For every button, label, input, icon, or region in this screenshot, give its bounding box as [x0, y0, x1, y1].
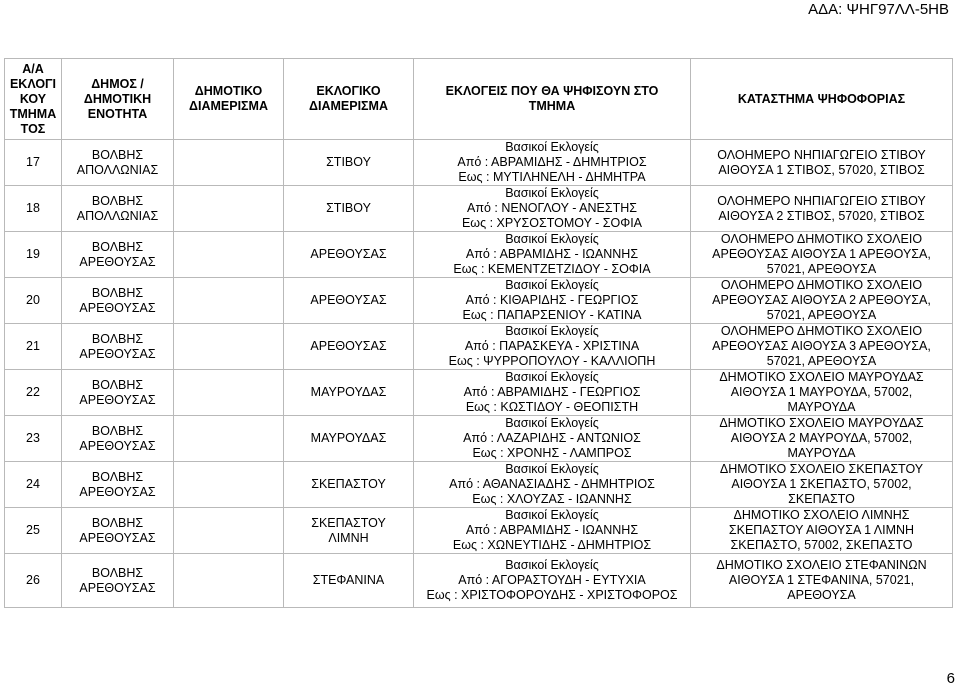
header-eklogiko-line: ΕΚΛΟΓΙΚΟ — [316, 84, 381, 98]
header-ekloges-line: ΕΚΛΟΓΕΙΣ ΠΟΥ ΘΑ ΨΗΦΙΣΟΥΝ ΣΤΟ — [445, 84, 659, 98]
cell-dimos — [62, 140, 174, 186]
cell-ekloges-line: Εως : ΧΩΝΕΥΤΙΔΗΣ - ΔΗΜΗΤΡΙΟΣ — [452, 538, 652, 552]
cell-katastima-line: ΑΙΘΟΥΣΑ 1 ΣΚΕΠΑΣΤΟ, 57002, — [731, 477, 912, 491]
cell-eklogiko — [284, 278, 414, 324]
header-aa-line: Α/Α — [22, 61, 44, 76]
cell-katastima — [691, 140, 953, 186]
cell-eklogiko-line: ΜΑΥΡΟΥΔΑΣ — [310, 431, 387, 445]
cell-katastima-line: ΑΡΕΘΟΥΣΑΣ ΑΙΘΟΥΣΑ 1 ΑΡΕΘΟΥΣΑ, — [712, 247, 931, 261]
cell-ekloges-line: Εως : ΠΑΠΑΡΣΕΝΙΟΥ - ΚΑΤΙΝΑ — [462, 308, 642, 322]
cell-dimos-line: ΑΠΟΛΛΩΝΙΑΣ — [76, 162, 159, 177]
cell-katastima-line: ΟΛΟΗΜΕΡΟ ΔΗΜΟΤΙΚΟ ΣΧΟΛΕΙΟ — [720, 232, 923, 246]
cell-number — [5, 324, 62, 370]
cell-dimos-line: ΒΟΛΒΗΣ — [91, 377, 144, 392]
cell-ekloges-line: Εως : ΧΛΟΥΖΑΣ - ΙΩΑΝΝΗΣ — [472, 492, 632, 506]
cell-dimos — [62, 416, 174, 462]
header-aa-line: ΤΜΗΜΑ — [9, 106, 57, 121]
cell-ekloges-line: Βασικοί Εκλογείς — [505, 140, 599, 154]
cell-katastima-line: ΔΗΜΟΤΙΚΟ ΣΧΟΛΕΙΟ ΣΚΕΠΑΣΤΟΥ — [719, 462, 924, 476]
cell-dimos — [62, 508, 174, 554]
cell-ekloges-line: Από : ΛΑΖΑΡΙΔΗΣ - ΑΝΤΩΝΙΟΣ — [463, 431, 641, 445]
cell-katastima — [691, 186, 953, 232]
cell-number — [5, 278, 62, 324]
cell-ekloges-line: Εως : ΨΥΡΡΟΠΟΥΛΟΥ - ΚΑΛΛΙΟΠΗ — [448, 354, 656, 368]
cell-dimos-line: ΑΡΕΘΟΥΣΑΣ — [79, 392, 156, 407]
cell-dimos-line: ΑΡΕΘΟΥΣΑΣ — [79, 254, 156, 269]
header-eklogiko — [284, 59, 414, 140]
cell-dimos-line: ΑΠΟΛΛΩΝΙΑΣ — [76, 208, 159, 223]
cell-number — [5, 186, 62, 232]
cell-dimos-line: ΒΟΛΒΗΣ — [91, 193, 144, 208]
cell-number — [5, 508, 62, 554]
cell-number-line: 24 — [26, 477, 40, 491]
cell-dimos — [62, 232, 174, 278]
cell-dimos — [62, 370, 174, 416]
cell-dimotiko — [174, 324, 284, 370]
cell-ekloges — [414, 324, 691, 370]
cell-ekloges-line: Από : ΑΒΡΑΜΙΔΗΣ - ΙΩΑΝΝΗΣ — [465, 247, 639, 261]
cell-ekloges-line: Από : ΑΒΡΑΜΙΔΗΣ - ΓΕΩΡΓΙΟΣ — [463, 385, 641, 399]
cell-ekloges-line: Βασικοί Εκλογείς — [505, 558, 599, 572]
cell-ekloges — [414, 554, 691, 608]
cell-ekloges-line: Εως : ΧΡΙΣΤΟΦΟΡΟΥΔΗΣ - ΧΡΙΣΤΟΦΟΡΟΣ — [426, 588, 678, 602]
cell-number — [5, 140, 62, 186]
cell-ekloges-line: Εως : ΧΡΟΝΗΣ - ΛΑΜΠΡΟΣ — [472, 446, 632, 460]
table-header-row — [5, 59, 953, 140]
cell-eklogiko — [284, 508, 414, 554]
cell-dimos-line: ΑΡΕΘΟΥΣΑΣ — [79, 580, 156, 595]
header-dimotiko — [174, 59, 284, 140]
cell-eklogiko — [284, 324, 414, 370]
cell-katastima-line: ΟΛΟΗΜΕΡΟ ΝΗΠΙΑΓΩΓΕΙΟ ΣΤΙΒΟΥ — [717, 193, 926, 208]
cell-ekloges-line: Από : ΑΒΡΑΜΙΔΗΣ - ΙΩΑΝΝΗΣ — [465, 523, 639, 537]
cell-ekloges — [414, 278, 691, 324]
cell-eklogiko — [284, 370, 414, 416]
header-dimotiko-line: ΔΙΑΜΕΡΙΣΜΑ — [189, 99, 268, 113]
cell-number-line: 26 — [26, 573, 40, 587]
cell-katastima-line: ΟΛΟΗΜΕΡΟ ΔΗΜΟΤΙΚΟ ΣΧΟΛΕΙΟ — [720, 324, 923, 338]
cell-katastima-line: ΑΡΕΘΟΥΣΑΣ ΑΙΘΟΥΣΑ 2 ΑΡΕΘΟΥΣΑ, — [712, 293, 931, 307]
cell-ekloges — [414, 232, 691, 278]
cell-dimos — [62, 186, 174, 232]
header-aa — [5, 59, 62, 140]
table-body — [5, 140, 953, 608]
cell-eklogiko-line: ΑΡΕΘΟΥΣΑΣ — [310, 247, 387, 261]
cell-eklogiko — [284, 140, 414, 186]
cell-dimotiko — [174, 370, 284, 416]
cell-dimos-line: ΒΟΛΒΗΣ — [91, 331, 144, 346]
cell-ekloges-line: Εως : ΚΩΣΤΙΔΟΥ - ΘΕΟΠΙΣΤΗ — [465, 400, 639, 414]
cell-number — [5, 554, 62, 608]
cell-ekloges — [414, 140, 691, 186]
cell-number-line: 25 — [26, 523, 40, 537]
cell-dimotiko — [174, 508, 284, 554]
cell-eklogiko-line: ΛΙΜΝΗ — [328, 530, 369, 545]
cell-number — [5, 370, 62, 416]
cell-number — [5, 416, 62, 462]
table-row — [5, 508, 953, 554]
cell-dimos-line: ΑΡΕΘΟΥΣΑΣ — [79, 484, 156, 499]
cell-katastima-line: ΜΑΥΡΟΥΔΑ — [787, 400, 856, 414]
cell-ekloges-line: Βασικοί Εκλογείς — [505, 508, 599, 522]
table-row — [5, 278, 953, 324]
cell-ekloges-line: Βασικοί Εκλογείς — [505, 416, 599, 430]
cell-number-line: 17 — [26, 155, 40, 169]
cell-dimos-line: ΒΟΛΒΗΣ — [91, 285, 144, 300]
cell-dimotiko — [174, 140, 284, 186]
cell-eklogiko — [284, 462, 414, 508]
cell-ekloges-line: Από : ΠΑΡΑΣΚΕΥΑ - ΧΡΙΣΤΙΝΑ — [464, 339, 640, 353]
table-row — [5, 462, 953, 508]
cell-katastima-line: ΑΙΘΟΥΣΑ 2 ΜΑΥΡΟΥΔΑ, 57002, — [730, 431, 913, 445]
cell-dimos-line: ΒΟΛΒΗΣ — [91, 239, 144, 254]
cell-katastima-line: ΜΑΥΡΟΥΔΑ — [787, 446, 856, 460]
cell-ekloges-line: Εως : ΧΡΥΣΟΣΤΟΜΟΥ - ΣΟΦΙΑ — [461, 216, 643, 230]
header-dimos-line: ΔΗΜΟΤΙΚΗ — [83, 91, 152, 106]
table-row — [5, 416, 953, 462]
cell-dimos-line: ΒΟΛΒΗΣ — [91, 469, 144, 484]
page-number: 6 — [946, 670, 955, 687]
table-row — [5, 554, 953, 608]
cell-katastima-line: ΔΗΜΟΤΙΚΟ ΣΧΟΛΕΙΟ ΜΑΥΡΟΥΔΑΣ — [719, 416, 924, 430]
table-row — [5, 232, 953, 278]
cell-ekloges-line: Βασικοί Εκλογείς — [505, 370, 599, 384]
cell-ekloges-line: Βασικοί Εκλογείς — [505, 462, 599, 476]
cell-dimos — [62, 324, 174, 370]
header-aa-line: ΤΟΣ — [20, 121, 46, 136]
cell-katastima-line: 57021, ΑΡΕΘΟΥΣΑ — [766, 262, 877, 276]
cell-dimotiko — [174, 186, 284, 232]
header-dimotiko-line: ΔΗΜΟΤΙΚΟ — [194, 84, 263, 98]
cell-dimos — [62, 278, 174, 324]
cell-dimos-line: ΒΟΛΒΗΣ — [91, 565, 144, 580]
cell-dimotiko — [174, 232, 284, 278]
cell-ekloges — [414, 416, 691, 462]
cell-dimotiko — [174, 416, 284, 462]
cell-katastima-line: ΣΚΕΠΑΣΤΟ, 57002, ΣΚΕΠΑΣΤΟ — [730, 538, 913, 552]
cell-ekloges-line: Από : ΑΘΑΝΑΣΙΑΔΗΣ - ΔΗΜΗΤΡΙΟΣ — [449, 477, 655, 491]
cell-katastima-line: ΟΛΟΗΜΕΡΟ ΔΗΜΟΤΙΚΟ ΣΧΟΛΕΙΟ — [720, 278, 923, 292]
cell-number-line: 18 — [26, 201, 40, 215]
cell-katastima-line: 57021, ΑΡΕΘΟΥΣΑ — [766, 354, 877, 368]
cell-dimotiko — [174, 554, 284, 608]
cell-number-line: 20 — [26, 293, 40, 307]
cell-number — [5, 232, 62, 278]
cell-eklogiko — [284, 186, 414, 232]
header-ekloges-line: ΤΜΗΜΑ — [528, 99, 576, 113]
cell-katastima-line: ΑΙΘΟΥΣΑ 1 ΣΤΕΦΑΝΙΝΑ, 57021, — [728, 573, 915, 587]
cell-ekloges-line: Βασικοί Εκλογείς — [505, 232, 599, 246]
cell-katastima — [691, 462, 953, 508]
cell-eklogiko-line: ΣΤΕΦΑΝΙΝΑ — [312, 573, 385, 587]
cell-ekloges-line: Βασικοί Εκλογείς — [505, 186, 599, 200]
cell-katastima-line: ΔΗΜΟΤΙΚΟ ΣΧΟΛΕΙΟ ΜΑΥΡΟΥΔΑΣ — [719, 370, 924, 384]
cell-katastima — [691, 416, 953, 462]
cell-katastima — [691, 508, 953, 554]
cell-ekloges — [414, 462, 691, 508]
header-katastima — [691, 59, 953, 140]
cell-ekloges-line: Εως : ΚΕΜΕΝΤΖΕΤΖΙΔΟΥ - ΣΟΦΙΑ — [453, 262, 651, 276]
cell-katastima-line: ΣΚΕΠΑΣΤΟΥ ΑΙΘΟΥΣΑ 1 ΛΙΜΝΗ — [728, 523, 915, 537]
cell-dimos-line: ΒΟΛΒΗΣ — [91, 423, 144, 438]
header-aa-line: ΕΚΛΟΓΙ — [9, 76, 57, 91]
cell-eklogiko-line: ΣΤΙΒΟΥ — [326, 201, 371, 215]
cell-dimos-line: ΑΡΕΘΟΥΣΑΣ — [79, 300, 156, 315]
header-eklogiko-line: ΔΙΑΜΕΡΙΣΜΑ — [309, 99, 388, 113]
header-dimos — [62, 59, 174, 140]
cell-eklogiko-line: ΑΡΕΘΟΥΣΑΣ — [310, 339, 387, 353]
cell-katastima-line: ΑΡΕΘΟΥΣΑ — [787, 588, 856, 602]
table-row — [5, 324, 953, 370]
cell-ekloges-line: Από : ΝΕΝΟΓΛΟΥ - ΑΝΕΣΤΗΣ — [467, 201, 637, 215]
cell-katastima-line: ΑΙΘΟΥΣΑ 1 ΣΤΙΒΟΣ, 57020, ΣΤΙΒΟΣ — [718, 162, 925, 177]
cell-katastima-line: ΣΚΕΠΑΣΤΟ — [788, 492, 855, 506]
cell-eklogiko-line: ΣΚΕΠΑΣΤΟΥ — [311, 477, 386, 491]
cell-ekloges-line: Από : ΚΙΘΑΡΙΔΗΣ - ΓΕΩΡΓΙΟΣ — [465, 293, 639, 307]
cell-eklogiko-line: ΣΚΕΠΑΣΤΟΥ — [311, 515, 386, 530]
header-dimos-line: ΔΗΜΟΣ / — [91, 76, 144, 91]
header-katastima-line: ΚΑΤΑΣΤΗΜΑ ΨΗΦΟΦΟΡΙΑΣ — [737, 91, 906, 106]
cell-katastima-line: 57021, ΑΡΕΘΟΥΣΑ — [766, 308, 877, 322]
cell-dimos — [62, 554, 174, 608]
cell-ekloges-line: Βασικοί Εκλογείς — [505, 324, 599, 338]
cell-eklogiko — [284, 232, 414, 278]
cell-katastima — [691, 554, 953, 608]
cell-katastima-line: ΑΙΘΟΥΣΑ 1 ΜΑΥΡΟΥΔΑ, 57002, — [730, 385, 913, 399]
table-row — [5, 186, 953, 232]
cell-number-line: 23 — [26, 431, 40, 445]
header-dimos-line: ΕΝΟΤΗΤΑ — [87, 106, 148, 121]
cell-dimos — [62, 462, 174, 508]
cell-number-line: 22 — [26, 385, 40, 399]
cell-ekloges — [414, 370, 691, 416]
cell-katastima-line: ΔΗΜΟΤΙΚΟ ΣΧΟΛΕΙΟ ΛΙΜΝΗΣ — [733, 508, 910, 522]
cell-eklogiko-line: ΣΤΙΒΟΥ — [326, 155, 371, 169]
cell-ekloges-line: Βασικοί Εκλογείς — [505, 278, 599, 292]
cell-katastima-line: ΟΛΟΗΜΕΡΟ ΝΗΠΙΑΓΩΓΕΙΟ ΣΤΙΒΟΥ — [717, 147, 926, 162]
cell-dimotiko — [174, 278, 284, 324]
cell-dimotiko — [174, 462, 284, 508]
cell-dimos-line: ΒΟΛΒΗΣ — [91, 515, 144, 530]
cell-dimos-line: ΑΡΕΘΟΥΣΑΣ — [79, 530, 156, 545]
cell-katastima-line: ΔΗΜΟΤΙΚΟ ΣΧΟΛΕΙΟ ΣΤΕΦΑΝΙΝΩΝ — [716, 558, 927, 572]
cell-katastima — [691, 232, 953, 278]
cell-ekloges — [414, 508, 691, 554]
cell-katastima-line: ΑΙΘΟΥΣΑ 2 ΣΤΙΒΟΣ, 57020, ΣΤΙΒΟΣ — [718, 208, 925, 223]
cell-ekloges-line: Εως : ΜΥΤΙΛΗΝΕΛΗ - ΔΗΜΗΤΡΑ — [458, 170, 646, 184]
document-reference-code: ΑΔΑ: ΨΗΓ97ΛΛ-5ΗΒ — [808, 1, 949, 18]
cell-dimos-line: ΑΡΕΘΟΥΣΑΣ — [79, 346, 156, 361]
cell-katastima — [691, 370, 953, 416]
cell-eklogiko-line: ΜΑΥΡΟΥΔΑΣ — [310, 385, 387, 399]
header-ekloges — [414, 59, 691, 140]
cell-katastima-line: ΑΡΕΘΟΥΣΑΣ ΑΙΘΟΥΣΑ 3 ΑΡΕΘΟΥΣΑ, — [712, 339, 931, 353]
polling-stations-table — [4, 58, 953, 608]
cell-number — [5, 462, 62, 508]
header-aa-line: ΚΟΥ — [19, 91, 47, 106]
cell-eklogiko-line: ΑΡΕΘΟΥΣΑΣ — [310, 293, 387, 307]
table-row — [5, 370, 953, 416]
cell-number-line: 19 — [26, 247, 40, 261]
cell-eklogiko — [284, 416, 414, 462]
cell-ekloges-line: Από : ΑΒΡΑΜΙΔΗΣ - ΔΗΜΗΤΡΙΟΣ — [457, 155, 647, 169]
cell-ekloges — [414, 186, 691, 232]
cell-ekloges-line: Από : ΑΓΟΡΑΣΤΟΥΔΗ - ΕΥΤΥΧΙΑ — [458, 573, 646, 587]
cell-katastima — [691, 278, 953, 324]
cell-eklogiko — [284, 554, 414, 608]
cell-dimos-line: ΒΟΛΒΗΣ — [91, 147, 144, 162]
table-row — [5, 140, 953, 186]
cell-dimos-line: ΑΡΕΘΟΥΣΑΣ — [79, 438, 156, 453]
cell-number-line: 21 — [26, 339, 40, 353]
cell-katastima — [691, 324, 953, 370]
